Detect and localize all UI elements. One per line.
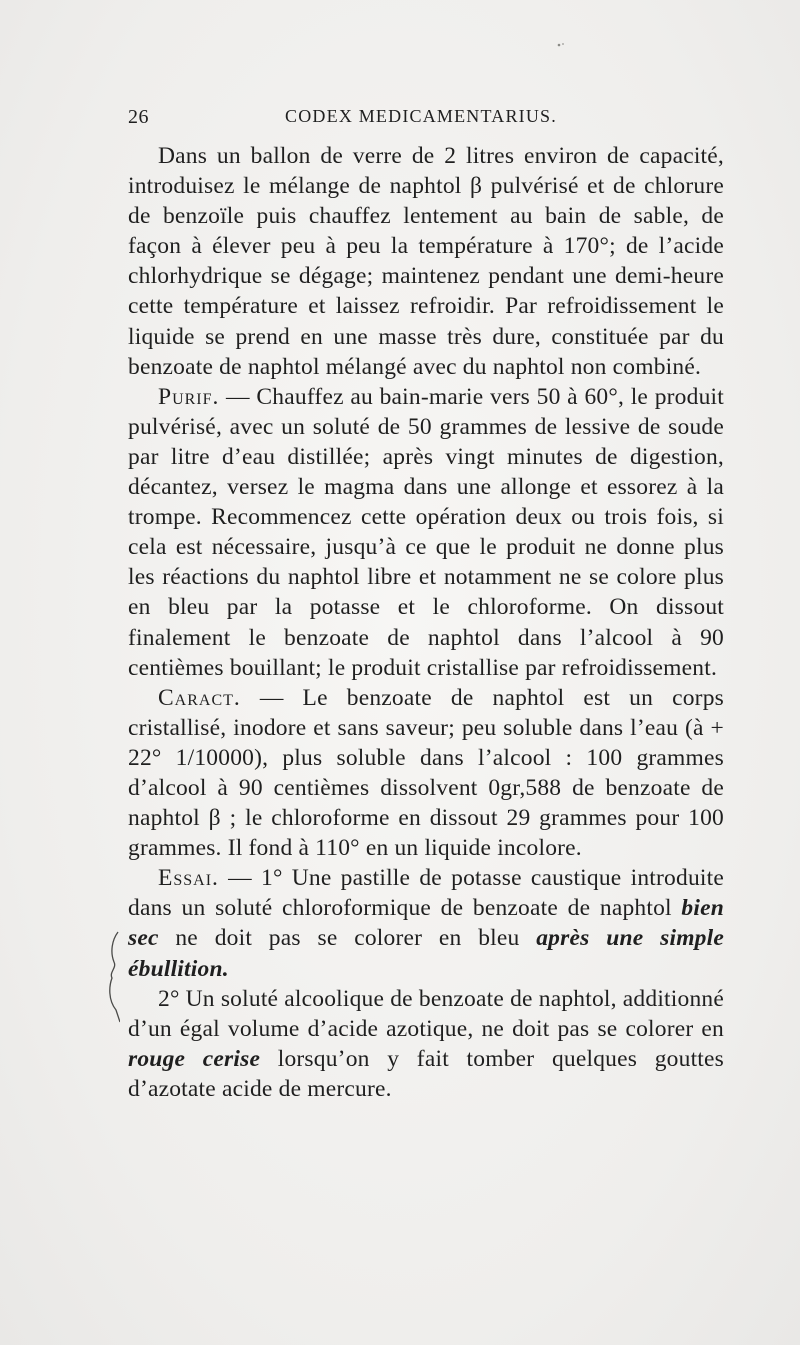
page-number: 26 xyxy=(128,106,149,128)
emphasis-bien-sec: bien sec xyxy=(128,895,724,952)
paragraph-preparation xyxy=(128,141,724,382)
running-head xyxy=(128,106,710,134)
paragraph-assay-text-1: — 1° Une pastille de potasse caustique introduite dans un soluté chloroformique de benzoate de naphtol xyxy=(128,865,724,922)
paragraph-characteristics xyxy=(128,683,724,864)
emphasis-ebullition: après une simple ébullition. xyxy=(128,925,724,982)
section-label-caract: Caract. xyxy=(158,684,241,711)
paragraph-purification xyxy=(128,382,724,683)
paragraph-characteristics-text: — Le benzoate de naphtol est un corps cristallisé, inodore et sans saveur; peu soluble dans l’eau (à + 22° 1/10000), plus soluble dans l’alcool : 100 grammes d’alcool à 90 centièmes dissolvent 0gr,588 de benzoate de naphtol β ; le chloroforme en dissout 29 grammes pour 100 grammes. Il fond à 110° en un liquide incolore. xyxy=(128,684,724,862)
section-label-purif: Purif. xyxy=(158,383,220,410)
paragraph-assay-second xyxy=(128,984,724,1104)
paragraph-assay xyxy=(128,863,724,983)
pencil-bracket-mark xyxy=(106,930,120,1026)
paper-speck xyxy=(556,42,566,48)
paragraph-assay-second-text-2: lorsqu’on y fait tomber quelques gouttes d’azotate acide de mercure. xyxy=(128,1045,725,1102)
paragraph-purification-text: — Chauffez au bain-marie vers 50 à 60°, le produit pulvérisé, avec un soluté de 50 grammes de lessive de soude par litre d’eau distillée; après vingt minutes de digestion, décantez, versez le magma dans une allonge et essorez à la trompe. Recommencez cette opération deux ou trois fois, si cela est nécessaire, jusqu’à ce que le produit ne donne plus les réactions du naphtol libre et notamment ne se colore plus en bleu par la potasse et le chloroforme. On dissout finalement le benzoate de naphtol dans l’alcool à 90 centièmes bouillant; le produit cristallise par refroidissement. xyxy=(128,383,724,681)
paragraph-assay-second-text-1: 2° Un soluté alcoolique de benzoate de naphtol, additionné d’un égal volume d’acide azotique, ne doit pas se colorer en xyxy=(128,985,724,1042)
section-label-essai: Essai. xyxy=(158,865,219,892)
running-title: CODEX MEDICAMENTARIUS. xyxy=(285,106,557,126)
paragraph-preparation-text: Dans un ballon de verre de 2 litres environ de capacité, introduisez le mélange de naphtol β pulvérisé et de chlorure de benzoïle puis chauffez lentement au bain de sable, de façon à élever peu à peu la température à 170°; de l’acide chlorhydrique se dégage; maintenez pendant une demi-heure cette température et laissez refroidir. Par refroidissement le liquide se prend en une masse très dure, constituée par du benzoate de naphtol mélangé avec du naphtol non combiné. xyxy=(128,143,724,380)
paragraph-assay-text-2: ne doit pas se colorer en bleu xyxy=(158,925,537,952)
body-text xyxy=(128,141,724,1104)
emphasis-rouge-cerise: rouge cerise xyxy=(128,1045,261,1072)
